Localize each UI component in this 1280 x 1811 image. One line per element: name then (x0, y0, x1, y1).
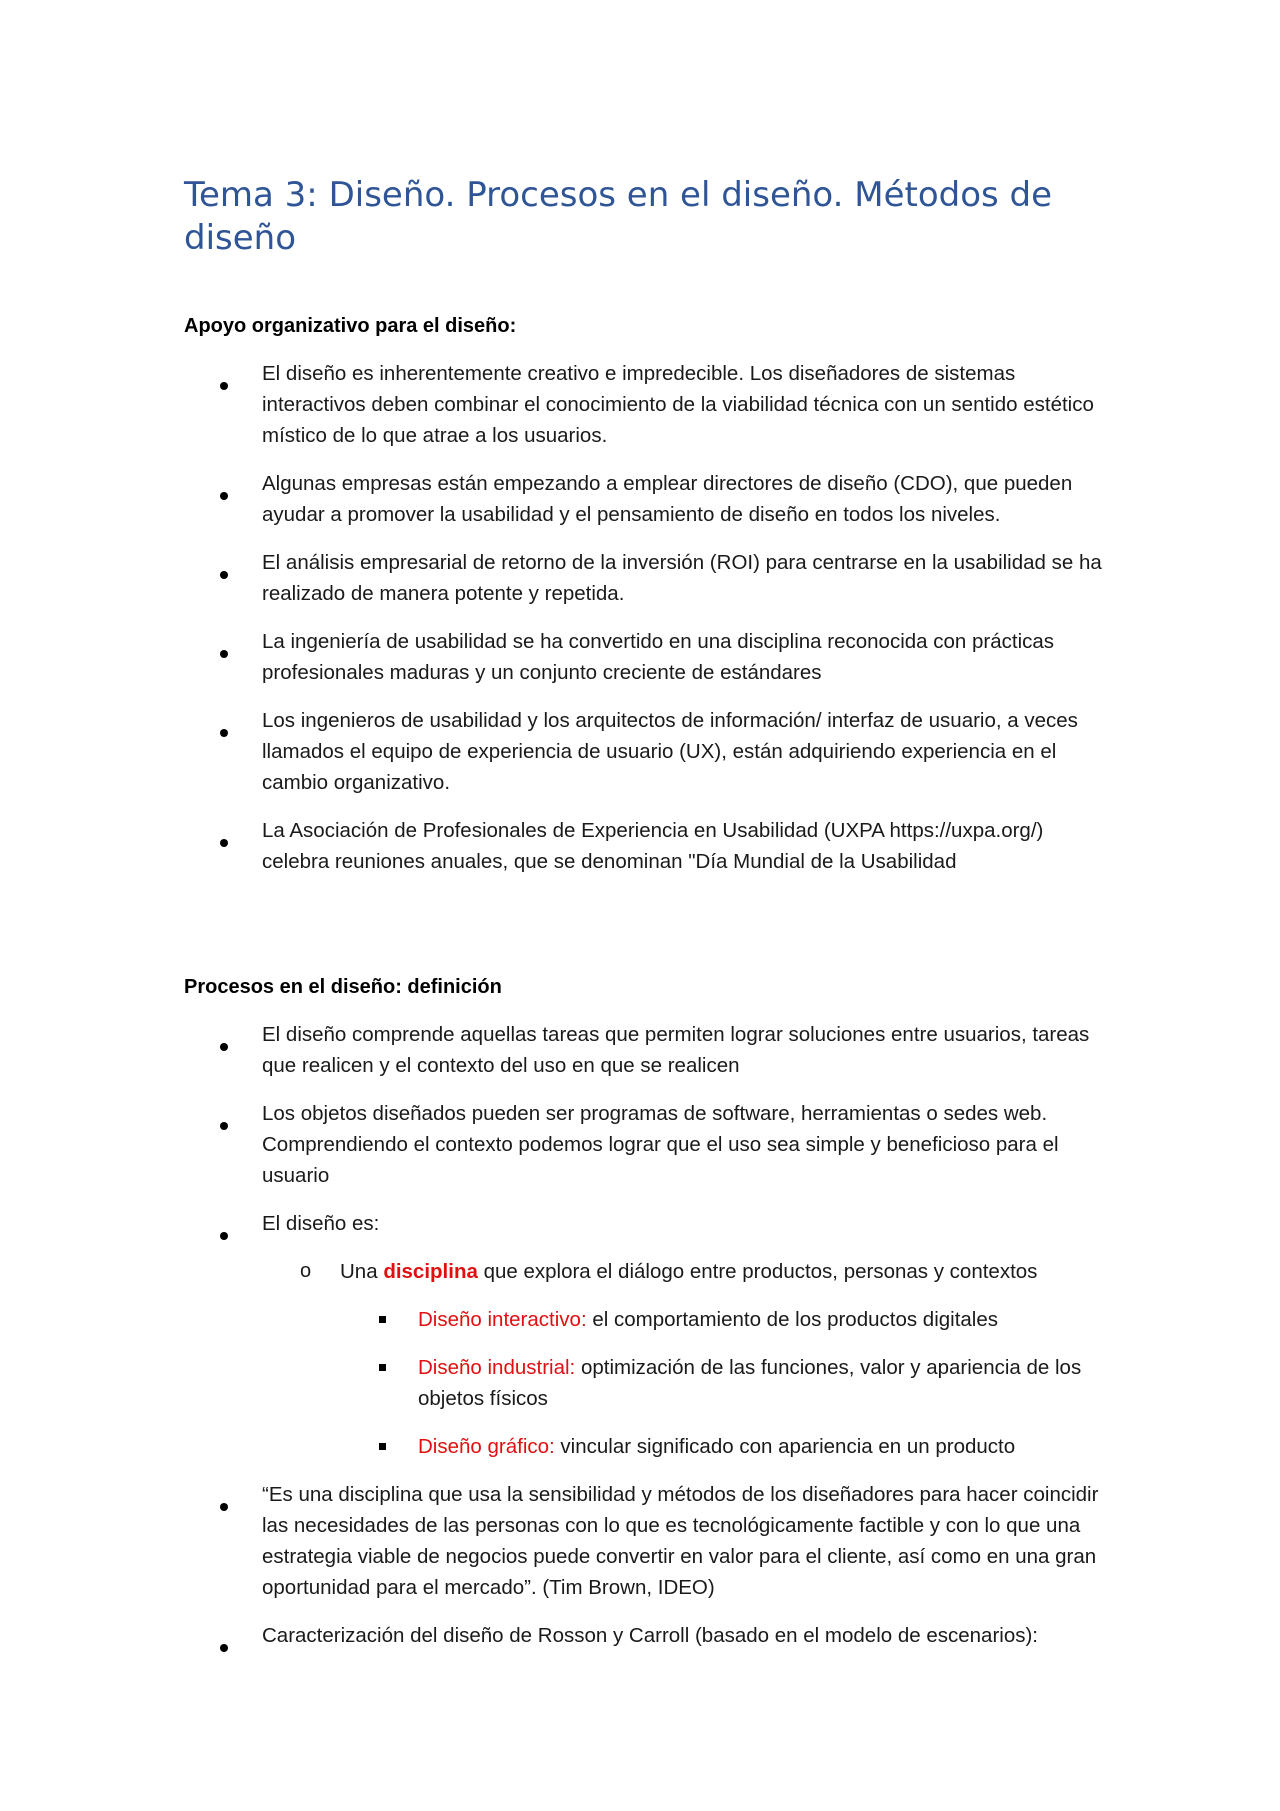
bullet-icon (220, 571, 228, 579)
section-heading-procesos: Procesos en el diseño: definición (184, 976, 502, 998)
list-item: Los objetos diseñados pueden ser programas de software, herramientas o sedes web. Comprendiendo el contexto podemos lograr que el uso sea simple y beneficioso para el usuario (184, 1098, 1104, 1191)
bullet-icon (220, 492, 228, 500)
sub-list-item: o Una disciplina que explora el diálogo entre productos, personas y contextos Diseño interactivo: el comportamiento de los productos digitales Diseño industrial: optimización de las funciones, valor y apariencia de los objetos físicos Diseño gráfico: vincular significado con apariencia en un producto (262, 1256, 1104, 1462)
design-type-item: Diseño interactivo: el comportamiento de los productos digitales (340, 1304, 1104, 1335)
bullet-icon (220, 1503, 228, 1511)
bullet-icon (220, 1122, 228, 1130)
list-item: Los ingenieros de usabilidad y los arquitectos de información/ interfaz de usuario, a veces llamados el equipo de experiencia de usuario (UX), están adquiriendo experiencia en el cambio organizativo. (184, 705, 1104, 798)
design-type-item: Diseño gráfico: vincular significado con apariencia en un producto (340, 1431, 1104, 1462)
list-item: Caracterización del diseño de Rosson y Carroll (basado en el modelo de escenarios): (184, 1620, 1104, 1651)
bullet-list-procesos (184, 1019, 1104, 1668)
list-item: El diseño es: o Una disciplina que explora el diálogo entre productos, personas y contextos Diseño interactivo: el comportamiento de los productos digitales Diseño industrial: optimización de las funciones, valor y apariencia de los objetos físicos Diseño gráfico: vincular significado con apariencia en un producto (184, 1208, 1104, 1462)
list-item: La Asociación de Profesionales de Experiencia en Usabilidad (UXPA https://uxpa.org/) celebra reuniones anuales, que se denominan "Día Mundial de la Usabilidad (184, 815, 1104, 877)
bullet-icon (220, 1043, 228, 1051)
bullet-list-apoyo (184, 358, 1104, 894)
list-item: La ingeniería de usabilidad se ha convertido en una disciplina reconocida con prácticas profesionales maduras y un conjunto creciente de estándares (184, 626, 1104, 688)
square-bullet-icon (379, 1364, 386, 1371)
circle-bullet-icon: o (300, 1260, 312, 1282)
square-bullet-icon (379, 1316, 386, 1323)
bullet-icon (220, 1644, 228, 1652)
bullet-icon (220, 650, 228, 658)
square-bullet-icon (379, 1443, 386, 1450)
bullet-icon (220, 839, 228, 847)
bullet-icon (220, 382, 228, 390)
list-item: El diseño comprende aquellas tareas que permiten lograr soluciones entre usuarios, tareas que realicen y el contexto del uso en que se realicen (184, 1019, 1104, 1081)
list-item: Algunas empresas están empezando a emplear directores de diseño (CDO), que pueden ayudar a promover la usabilidad y el pensamiento de diseño en todos los niveles. (184, 468, 1104, 530)
bullet-icon (220, 729, 228, 737)
highlight-disciplina: disciplina (383, 1260, 478, 1283)
sub-list (262, 1256, 1104, 1462)
list-item: “Es una disciplina que usa la sensibilidad y métodos de los diseñadores para hacer coincidir las necesidades de las personas con lo que es tecnológicamente factible y con lo que una estrategia viable de negocios puede convertir en valor para el cliente, así como en una gran oportunidad para el mercado”. (Tim Brown, IDEO) (184, 1479, 1104, 1603)
page-title: Tema 3: Diseño. Procesos en el diseño. Métodos de diseño (184, 175, 1053, 258)
list-item: El análisis empresarial de retorno de la inversión (ROI) para centrarse en la usabilidad se ha realizado de manera potente y repetida. (184, 547, 1104, 609)
list-item: El diseño es inherentemente creativo e impredecible. Los diseñadores de sistemas interactivos deben combinar el conocimiento de la viabilidad técnica con un sentido estético místico de lo que atrae a los usuarios. (184, 358, 1104, 451)
design-type-item: Diseño industrial: optimización de las funciones, valor y apariencia de los objetos físicos (340, 1352, 1104, 1414)
bullet-icon (220, 1232, 228, 1240)
design-types-list (340, 1304, 1104, 1462)
section-heading-apoyo: Apoyo organizativo para el diseño: (184, 315, 517, 337)
